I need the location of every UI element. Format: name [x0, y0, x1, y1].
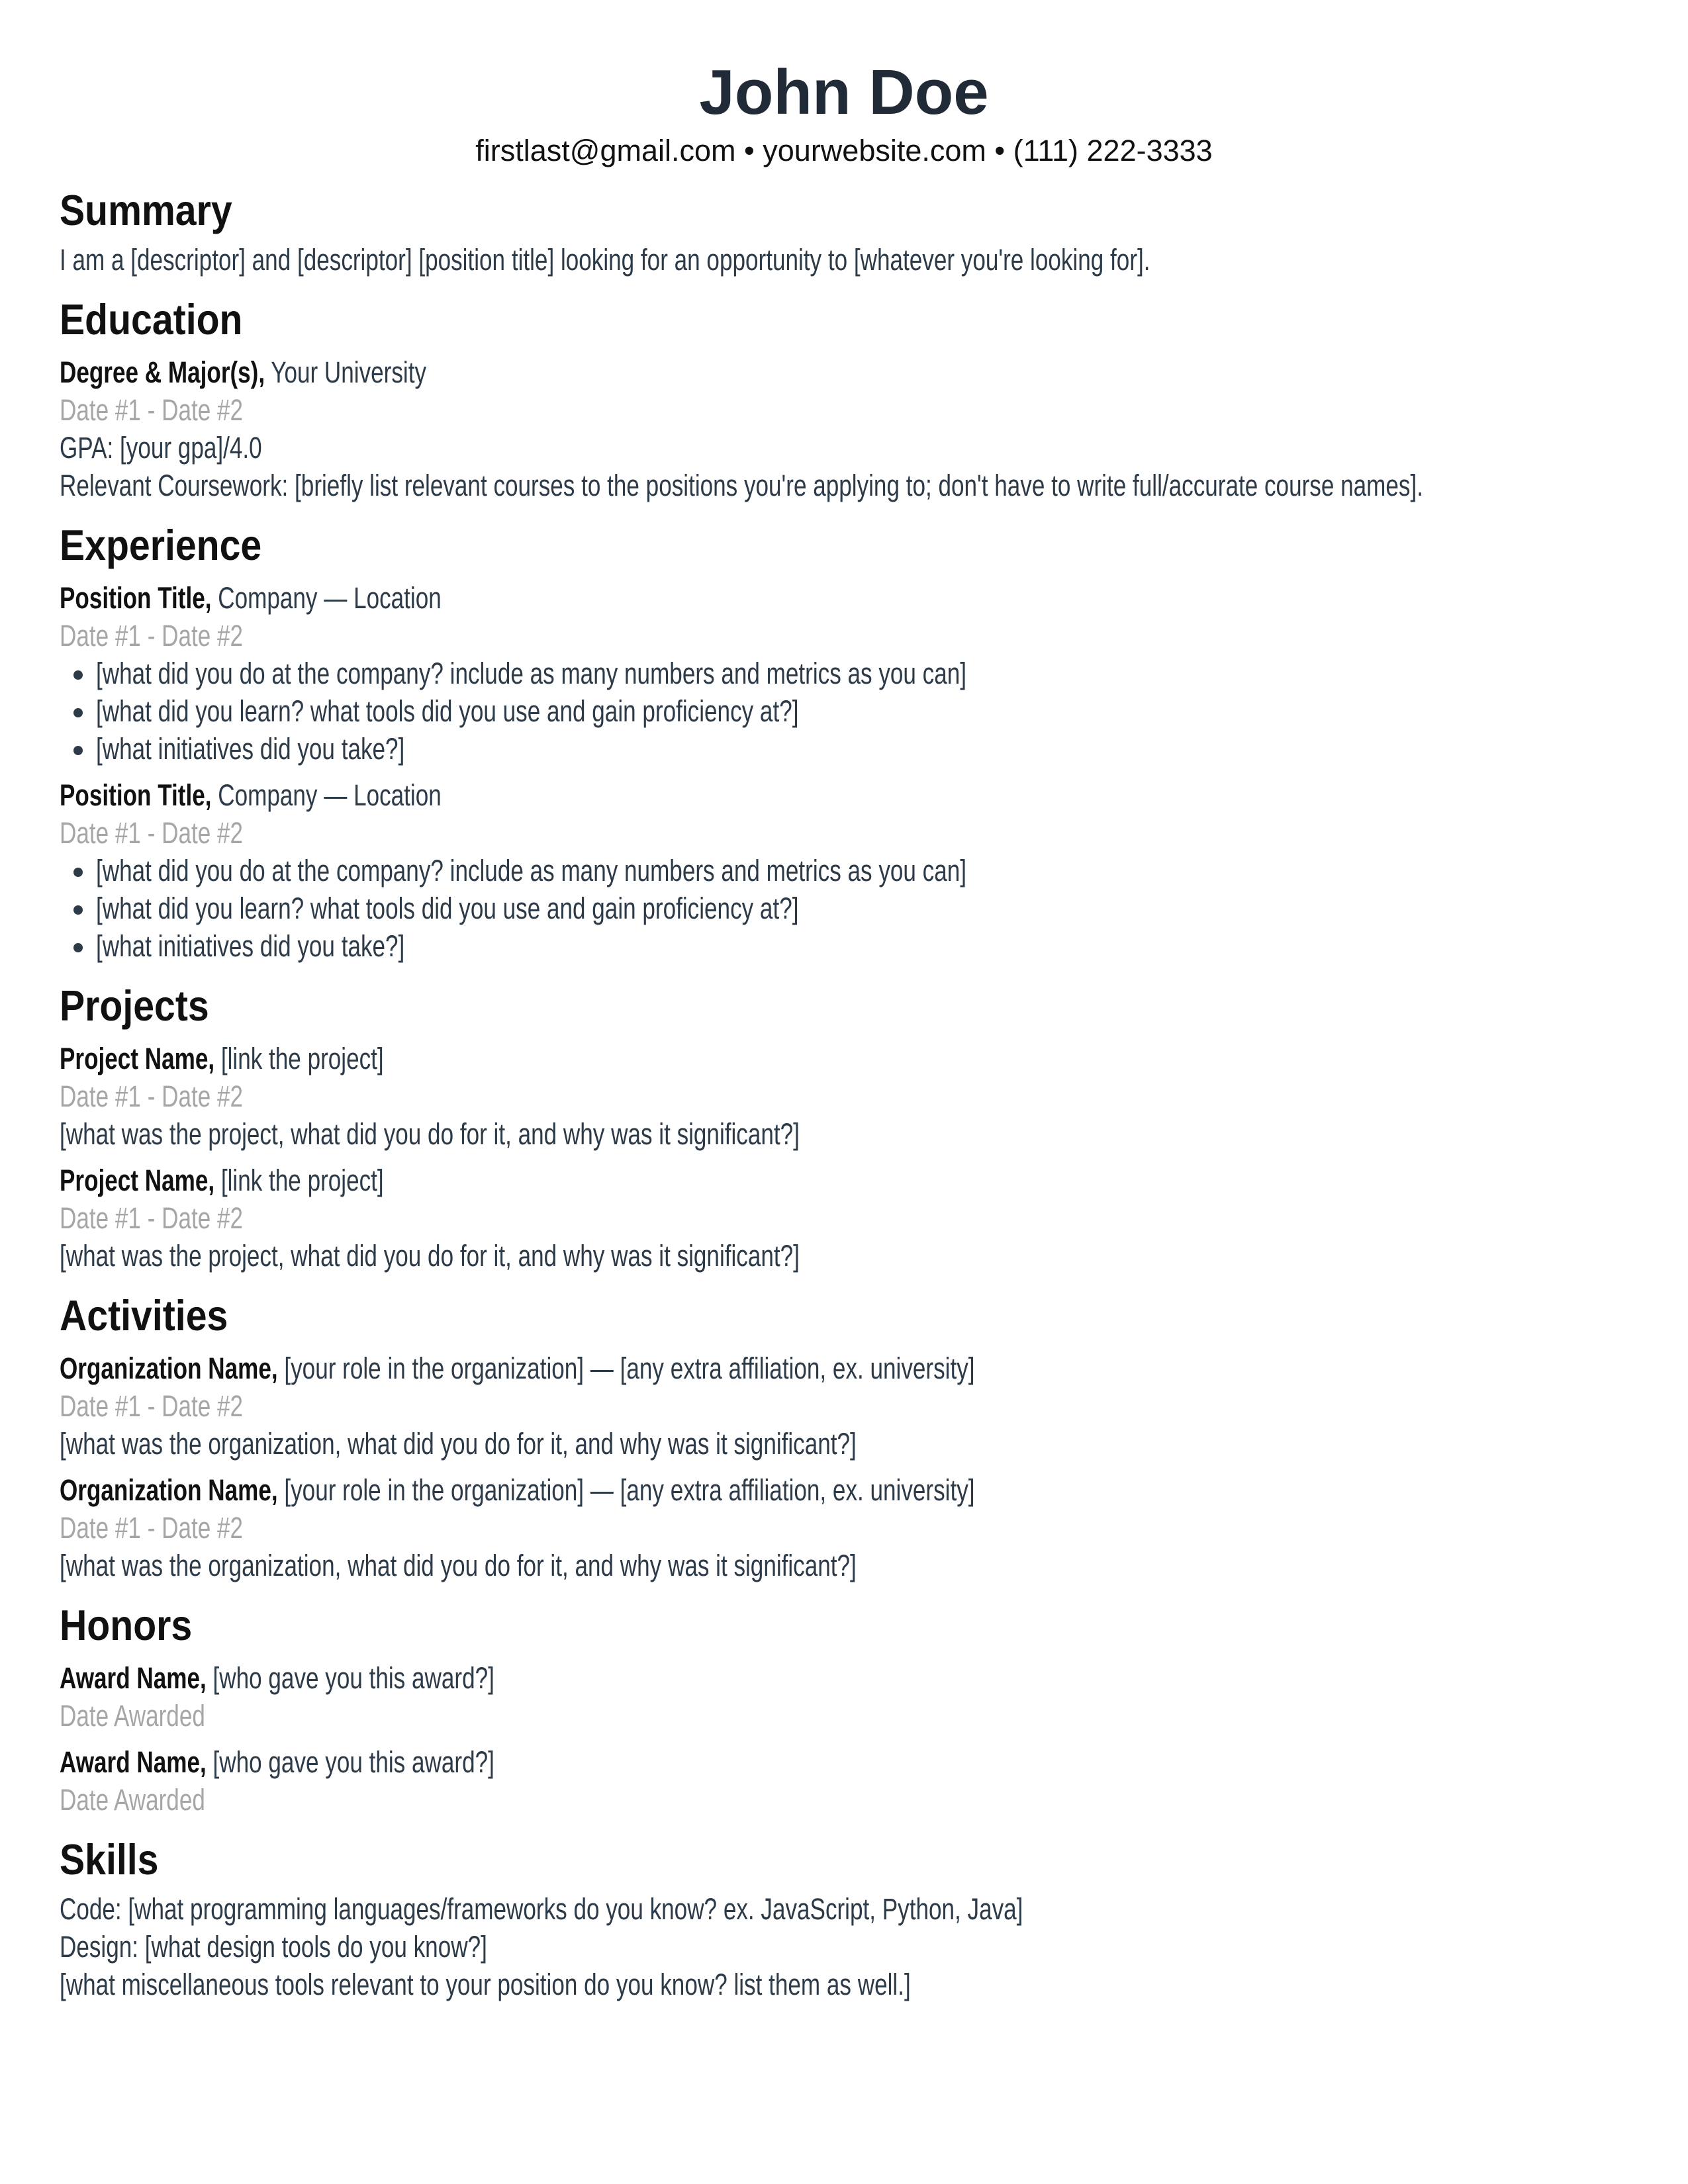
- experience-section-title: Experience: [60, 521, 262, 569]
- position-dates: Date #1 - Date #2: [60, 619, 244, 653]
- activity-dates: Date #1 - Date #2: [60, 1511, 244, 1545]
- education-dates: Date #1 - Date #2: [60, 393, 244, 427]
- project-description: [what was the project, what did you do for it, and why was it significant?]: [60, 1239, 800, 1273]
- position-bullet-list: [60, 655, 1628, 768]
- bullet-item: [96, 927, 1628, 965]
- position-title-label: Position Title,: [60, 581, 212, 615]
- activity-entry: [60, 1471, 1628, 1584]
- project-dates: Date #1 - Date #2: [60, 1201, 244, 1235]
- experience-section: [60, 520, 1628, 965]
- award-name-label: Award Name,: [60, 1661, 207, 1695]
- project-description: [what was the project, what did you do for it, and why was it significant?]: [60, 1117, 800, 1151]
- activity-description: [what was the organization, what did you do for it, and why was it significant?]: [60, 1549, 857, 1582]
- summary-section-title: Summary: [60, 186, 232, 234]
- experience-entry: [60, 579, 1628, 768]
- award-name-line: [60, 1659, 1284, 1697]
- honor-entry: [60, 1743, 1628, 1819]
- activity-dates: Date #1 - Date #2: [60, 1389, 244, 1423]
- project-name-label: Project Name,: [60, 1042, 215, 1075]
- bullet-text: [what did you learn? what tools did you use and gain proficiency at?]: [96, 891, 799, 925]
- projects-section-title: Projects: [60, 981, 209, 1030]
- honor-entry: [60, 1659, 1628, 1735]
- education-coursework: Relevant Coursework: [briefly list relevant courses to the positions you're applying to; don't have to write full/accurate course names].: [60, 469, 1423, 502]
- projects-section: [60, 981, 1628, 1275]
- organization-name-line: [60, 1349, 1284, 1387]
- project-name-line: [60, 1161, 1284, 1199]
- organization-role: [your role in the organization] — [any extra affiliation, ex. university]: [284, 1473, 975, 1507]
- education-entry: [60, 353, 1628, 504]
- bullet-text: [what did you learn? what tools did you use and gain proficiency at?]: [96, 694, 799, 728]
- award-giver: [who gave you this award?]: [212, 1745, 494, 1779]
- bullet-item: [96, 889, 1628, 927]
- activity-entry: [60, 1349, 1628, 1463]
- organization-name-label: Organization Name,: [60, 1351, 278, 1385]
- bullet-text: [what initiatives did you take?]: [96, 732, 405, 766]
- bullet-item: [96, 730, 1628, 768]
- position-title-line: [60, 579, 1284, 617]
- activities-section: [60, 1291, 1628, 1584]
- project-link: [link the project]: [220, 1042, 384, 1075]
- degree-university: Your University: [271, 355, 427, 389]
- skill-line-code: Code: [what programming languages/frameworks do you know? ex. JavaScript, Python, Java]: [60, 1892, 1023, 1926]
- resume-name: John Doe: [699, 57, 989, 128]
- organization-role: [your role in the organization] — [any extra affiliation, ex. university]: [284, 1351, 975, 1385]
- skill-line-misc: [what miscellaneous tools relevant to your position do you know? list them as well.]: [60, 1968, 911, 2001]
- experience-entry: [60, 776, 1628, 965]
- degree-label: Degree & Major(s),: [60, 355, 265, 389]
- bullet-text: [what did you do at the company? include as many numbers and metrics as you can]: [96, 854, 967, 887]
- education-gpa: GPA: [your gpa]/4.0: [60, 431, 262, 465]
- award-date: Date Awarded: [60, 1699, 205, 1733]
- contact-line: firstlast@gmail.com • yourwebsite.com • (111) 222-3333: [475, 134, 1213, 167]
- award-name-label: Award Name,: [60, 1745, 207, 1779]
- award-date: Date Awarded: [60, 1783, 205, 1817]
- project-name-line: [60, 1040, 1284, 1077]
- skill-line-design: Design: [what design tools do you know?]: [60, 1930, 487, 1964]
- project-link: [link the project]: [220, 1163, 384, 1197]
- activities-section-title: Activities: [60, 1291, 228, 1340]
- education-section: [60, 295, 1628, 504]
- bullet-item: [96, 852, 1628, 889]
- position-company: Company — Location: [218, 581, 442, 615]
- award-name-line: [60, 1743, 1284, 1781]
- bullet-item: [96, 692, 1628, 730]
- project-dates: Date #1 - Date #2: [60, 1079, 244, 1113]
- education-degree-line: [60, 353, 1284, 391]
- honors-section-title: Honors: [60, 1601, 193, 1649]
- organization-name-line: [60, 1471, 1284, 1509]
- position-dates: Date #1 - Date #2: [60, 816, 244, 850]
- skills-section: [60, 1835, 1628, 2003]
- award-giver: [who gave you this award?]: [212, 1661, 494, 1695]
- position-bullet-list: [60, 852, 1628, 965]
- summary-section: [60, 185, 1628, 279]
- position-title-line: [60, 776, 1284, 814]
- position-company: Company — Location: [218, 778, 442, 812]
- skills-section-title: Skills: [60, 1835, 159, 1884]
- summary-text: I am a [descriptor] and [descriptor] [position title] looking for an opportunity to [whatever you're looking for].: [60, 243, 1150, 277]
- project-entry: [60, 1161, 1628, 1275]
- organization-name-label: Organization Name,: [60, 1473, 278, 1507]
- activity-description: [what was the organization, what did you do for it, and why was it significant?]: [60, 1427, 857, 1461]
- position-title-label: Position Title,: [60, 778, 212, 812]
- project-entry: [60, 1040, 1628, 1153]
- project-name-label: Project Name,: [60, 1163, 215, 1197]
- honors-section: [60, 1600, 1628, 1819]
- resume-header: [60, 58, 1628, 169]
- education-section-title: Education: [60, 295, 243, 343]
- bullet-text: [what initiatives did you take?]: [96, 929, 405, 963]
- bullet-text: [what did you do at the company? include as many numbers and metrics as you can]: [96, 657, 967, 690]
- bullet-item: [96, 655, 1628, 692]
